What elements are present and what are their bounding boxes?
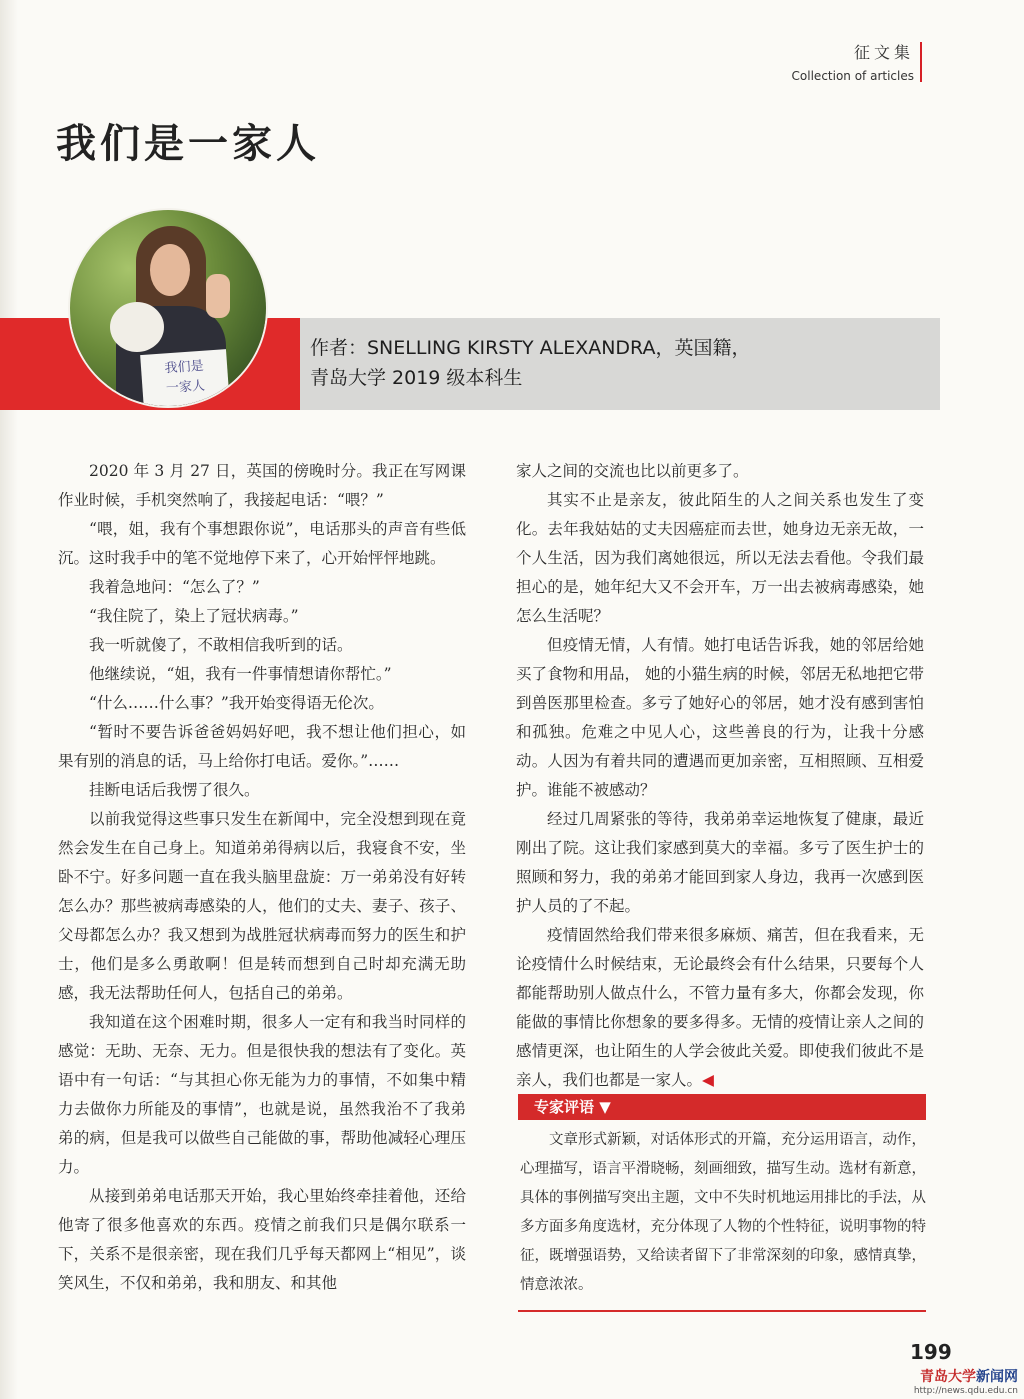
paragraph-continued: 家人之间的交流也比以前更多了。 (516, 462, 749, 480)
article-title: 我们是一家人 (56, 121, 320, 167)
paragraph-final (516, 921, 924, 1095)
expert-review-header: 专家评语 ▼ (518, 1094, 926, 1120)
body-column-right (516, 457, 924, 1095)
photo-face (150, 244, 190, 296)
photo-sign-line-2: 一家人 (165, 378, 206, 397)
author-info (310, 333, 750, 393)
expert-review-body (520, 1126, 926, 1300)
author-photo (70, 210, 266, 406)
paragraph: 经过几周紧张的等待，我弟弟幸运地恢复了健康，最近刚出了院。这让我们家感到莫大的幸福。多亏了医生护士的照顾和努力，我的弟弟才能回到家人身边，我再一次感到医护人员的了不起。 (516, 810, 924, 915)
section-title-cn: 征文集 (853, 43, 914, 62)
author-line-1: 作者：SNELLING KIRSTY ALEXANDRA，英国籍， (310, 337, 751, 359)
author-line-2: 青岛大学 2019 级本科生 (310, 367, 523, 389)
section-title-en: Collection of articles (791, 69, 914, 83)
paragraph: 他继续说，“姐，我有一件事情想请你帮忙。” (89, 665, 392, 683)
paragraph: 我知道在这个困难时期，很多人一定有和我当时同样的感觉：无助、无奈、无力。但是很快我的想法有了变化。英语中有一句话：“与其担心你无能为力的事情，不如集中精力去做你力所能及的事情”，也就是说，虽然我治不了我弟弟的病，但是我可以做些自己能做的事，帮助他减轻心理压力。 (58, 1013, 466, 1176)
section-header (792, 40, 914, 83)
paragraph: “我住院了，染上了冠状病毒。” (89, 607, 299, 625)
photo-dog (110, 302, 164, 352)
end-mark-icon: ◀ (702, 1071, 714, 1089)
section-divider (920, 42, 922, 82)
paragraph: 2020 年 3 月 27 日，英国的傍晚时分。我正在写网课作业时候，手机突然响了，我接起电话：“喂？” (58, 462, 466, 509)
paragraph: 其实不止是亲友，彼此陌生的人之间关系也发生了变化。去年我姑姑的丈夫因癌症而去世，她身边无亲无故，一个人生活，因为我们离她很远，所以无法去看他。令我们最担心的是，她年纪大又不会开车，万一出去被病毒感染，她怎么生活呢？ (516, 491, 924, 625)
paragraph: 我着急地问：“怎么了？” (89, 578, 260, 596)
photo-sign-line-1: 我们是 (164, 358, 205, 377)
expert-review-text: 文章形式新颖，对话体形式的开篇，充分运用语言，动作，心理描写，语言平滑晓畅，刻画细致，描写生动。选材有新意，具体的事例描写突出主题，文中不失时机地运用排比的手法，从多方面多角度选材，充分体现了人物的个性特征，说明事物的特征，既增强语势，又给读者留下了非常深刻的印象，感情真挚，情意浓浓。 (520, 1132, 926, 1293)
paragraph: “什么……什么事？”我开始变得语无伦次。 (89, 694, 384, 712)
paragraph: 挂断电话后我愣了很久。 (89, 781, 260, 799)
photo-sign (140, 349, 230, 406)
watermark-url: http://news.qdu.edu.cn (913, 1386, 1018, 1396)
watermark-title-a: 青岛大学 (920, 1369, 976, 1385)
paragraph: 我一听就傻了，不敢相信我听到的话。 (89, 636, 353, 654)
body-column-left (58, 457, 466, 1298)
paragraph: 从接到弟弟电话那天开始，我心里始终牵挂着他，还给他寄了很多他喜欢的东西。疫情之前我们只是偶尔联系一下，关系不是很亲密，现在我们几乎每天都网上“相见”，谈笑风生，不仅和弟弟，我和朋友、和其他 (58, 1187, 466, 1292)
page-number: 199 (910, 1340, 952, 1364)
paragraph: “暂时不要告诉爸爸妈妈好吧，我不想让他们担心，如果有别的消息的话，马上给你打电话。爱你。”…… (58, 723, 466, 770)
watermark-title-b: 新闻网 (976, 1369, 1018, 1385)
page-gutter-shade (0, 0, 18, 1399)
expert-review-rule (518, 1310, 926, 1312)
watermark-title (914, 1366, 1018, 1386)
watermark (914, 1366, 1018, 1396)
paragraph: “喂，姐，我有个事想跟你说”，电话那头的声音有些低沉。这时我手中的笔不觉地停下来了，心开始怦怦地跳。 (58, 520, 466, 567)
photo-hand (206, 274, 230, 318)
paragraph-final-text: 疫情固然给我们带来很多麻烦、痛苦，但在我看来，无论疫情什么时候结束，无论最终会有什么结果，只要每个人都能帮助别人做点什么，不管力量有多大，你都会发现，你能做的事情比你想象的要多得多。无情的疫情让亲人之间的感情更深，也让陌生的人学会彼此关爱。即使我们彼此不是亲人，我们也都是一家人。 (516, 926, 924, 1089)
paragraph: 以前我觉得这些事只发生在新闻中，完全没想到现在竟然会发生在自己身上。知道弟弟得病以后，我寝食不安，坐卧不宁。好多问题一直在我头脑里盘旋：万一弟弟没有好转怎么办？那些被病毒感染的人，他们的丈夫、妻子、孩子、父母都怎么办？我又想到为战胜冠状病毒而努力的医生和护士，他们是多么勇敢啊！但是转而想到自己时却充满无助感，我无法帮助任何人，包括自己的弟弟。 (58, 810, 466, 1002)
paragraph: 但疫情无情，人有情。她打电话告诉我，她的邻居给她买了食物和用品， 她的小猫生病的时候，邻居无私地把它带到兽医那里检查。多亏了她好心的邻居，她才没有感到害怕和孤独。危难之中见人心，这些善良的行为，让我十分感动。人因为有着共同的遭遇而更加亲密，互相照顾、互相爱护。谁能不被感动？ (516, 636, 924, 799)
